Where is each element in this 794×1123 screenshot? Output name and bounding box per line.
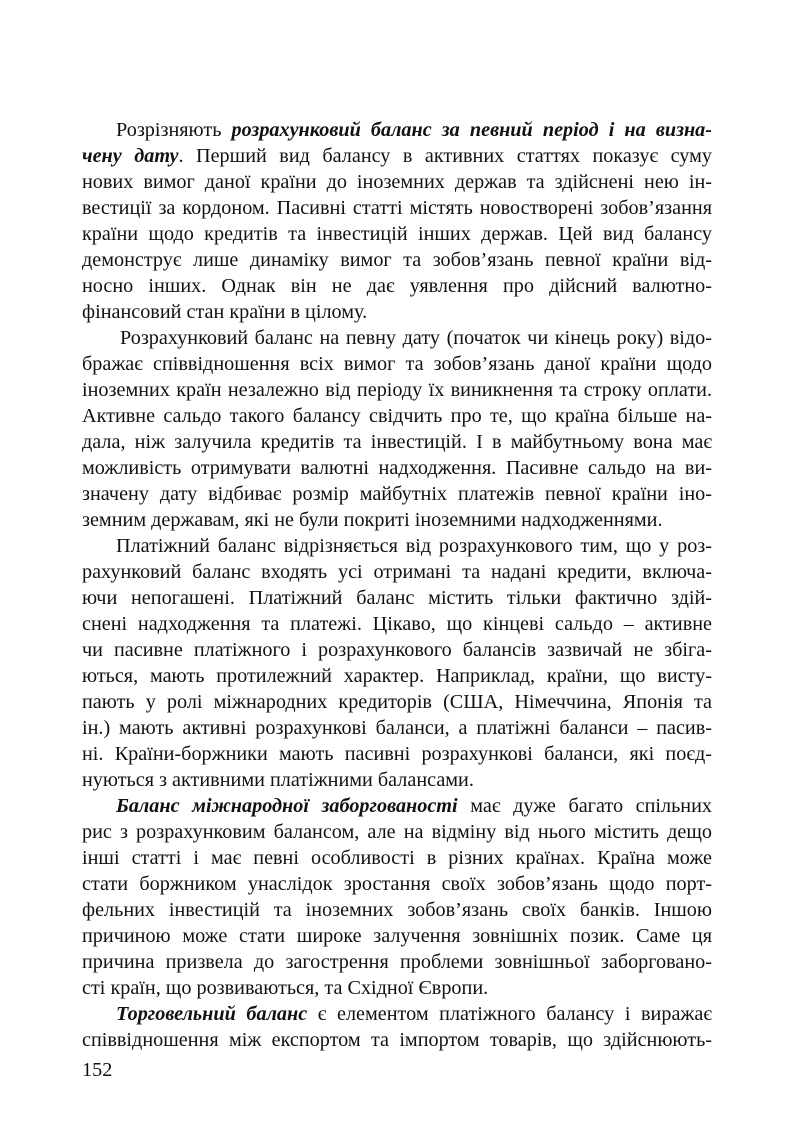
text-line: носно інших. Однак він не дає уявлення про дійсний валютно- [82, 275, 712, 297]
text-line: можливість отримувати валютні надходження. Пасивне сальдо на ви- [82, 457, 712, 479]
text-line: сті країн, що розвиваються, та Східної Європи. [82, 977, 489, 999]
text-line: пають у ролі міжнародних кредиторів (США, Німеччина, Японія та [82, 691, 712, 713]
text-line: чи пасивне платіжного і розрахункового балансів зазвичай не збіга- [82, 639, 712, 661]
text-line: дала, ніж залучила кредитів та інвестицій. І в майбутньому вона має [82, 431, 712, 453]
text-run: Розрізняють [116, 119, 232, 141]
text-run: є елементом платіжного балансу і виражає [307, 1003, 712, 1025]
text-line [82, 1001, 712, 1027]
text-line: причина призвела до загострення проблеми зовнішньої заборговано- [82, 951, 712, 973]
text-line: снені надходження та платежі. Цікаво, що кінцеві сальдо – активне [82, 613, 712, 635]
text-line [82, 143, 712, 169]
text-line: Активне сальдо такого балансу свідчить про те, що країна більше на- [82, 405, 712, 427]
text-line: країни щодо кредитів та інвестицій інших держав. Цей вид балансу [82, 223, 712, 245]
text-line: співвідношення між експортом та імпортом товарів, що здійснюють- [82, 1029, 712, 1051]
text-line: земним державам, які не були покриті іноземними надходженнями. [82, 509, 663, 531]
text-line: ючи непогашені. Платіжний баланс містить тільки фактично здій- [82, 587, 712, 609]
text-line: рахунковий баланс входять усі отримані та надані кредити, включа- [82, 561, 712, 583]
text-line: ні. Країни-боржники мають пасивні розрахункові баланси, які поєд- [82, 743, 712, 765]
page-number: 152 [82, 1059, 113, 1081]
emphasized-term: чену дату [82, 145, 179, 167]
emphasized-term: Баланс міжнародної заборгованості [116, 795, 458, 817]
text-line: інші статті і має певні особливості в різних країнах. Країна може [82, 847, 712, 869]
text-line: нуються з активними платіжними балансами. [82, 769, 474, 791]
text-run: . Перший вид балансу в активних статтях показує суму [178, 145, 712, 167]
text-line: Платіжний баланс відрізняється від розрахункового тим, що у роз- [116, 535, 712, 557]
text-line: рис з розрахунковим балансом, але на відміну від нього містить дещо [82, 821, 712, 843]
text-line: стати боржником унаслідок зростання своїх зобов’язань щодо порт- [82, 873, 712, 895]
text-line [82, 117, 712, 143]
emphasized-term: розрахунковий баланс за певний період і на визна- [231, 119, 712, 141]
text-line: Розрахунковий баланс на певну дату (початок чи кінець року) відо- [120, 327, 712, 349]
text-line: фінансовий стан країни в цілому. [82, 301, 368, 323]
text-line: ін.) мають активні розрахункові баланси, а платіжні баланси – пасив- [82, 717, 712, 739]
text-line: демонструє лише динаміку вимог та зобов’язань певної країни від- [82, 249, 712, 271]
emphasized-term: Торговельний баланс [116, 1003, 308, 1025]
text-line: фельних інвестицій та іноземних зобов’язань своїх банків. Іншою [82, 899, 712, 921]
text-line: бражає співвідношення всіх вимог та зобов’язань даної країни щодо [82, 353, 712, 375]
text-line: іноземних країн незалежно від періоду їх виникнення та строку оплати. [82, 379, 712, 401]
text-run: має дуже багато спільних [457, 795, 712, 817]
text-line: значену дату відбиває розмір майбутніх платежів певної країни іно- [82, 483, 712, 505]
text-line: ються, мають протилежний характер. Наприклад, країни, що висту- [82, 665, 712, 687]
text-line: причиною може стати широке залучення зовнішніх позик. Саме ця [82, 925, 712, 947]
text-line: нових вимог даної країни до іноземних держав та здійснені нею ін- [82, 171, 712, 193]
text-line [82, 793, 712, 819]
text-line: вестиції за кордоном. Пасивні статті містять новостворені зобов’язання [82, 197, 712, 219]
